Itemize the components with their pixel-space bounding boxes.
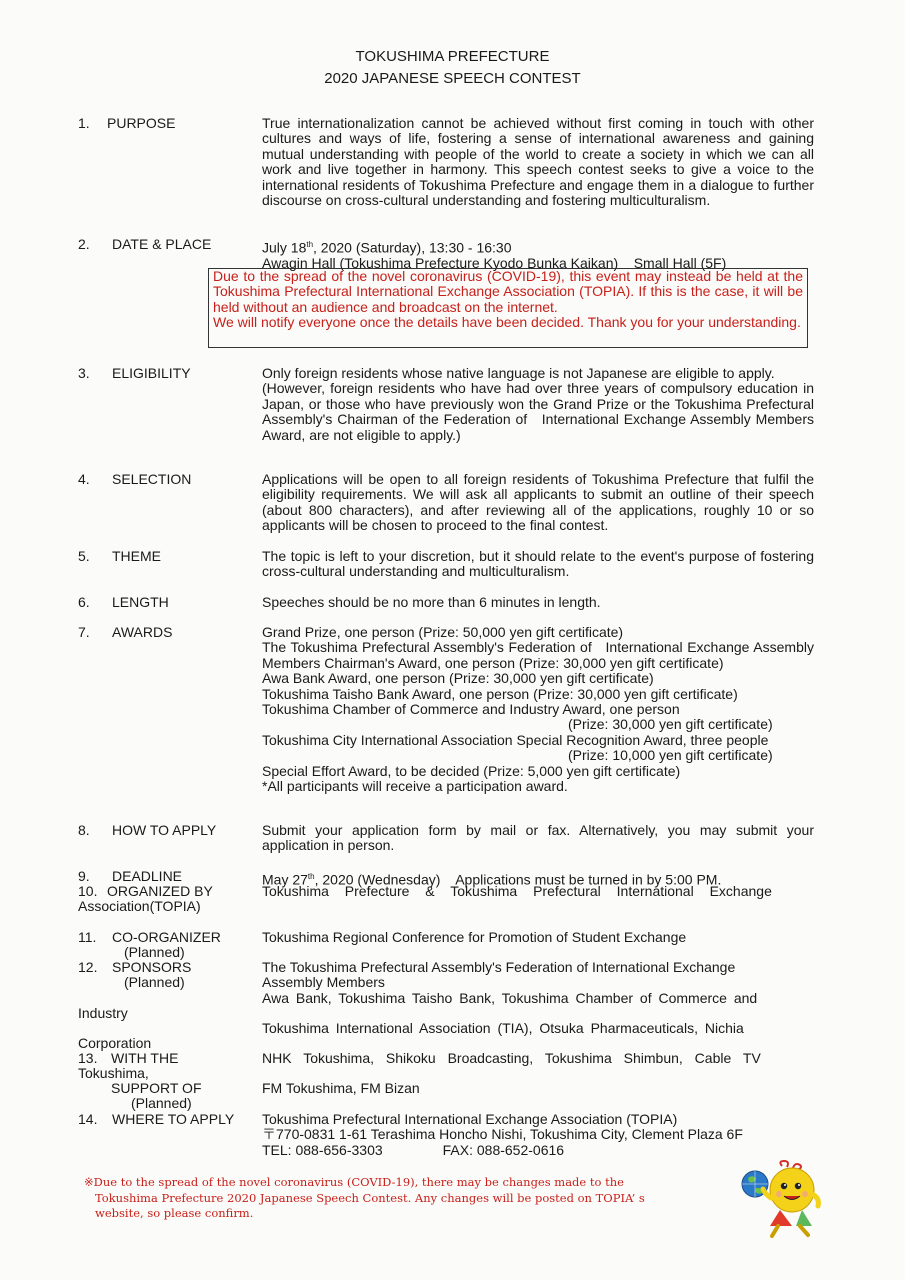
title-line-1: TOKUSHIMA PREFECTURE (355, 48, 550, 65)
section-label: ELIGIBILITY (112, 365, 191, 381)
deadline-text: May 27th, 2020 (Wednesday) Applications must be turned in by 5:00 PM. (262, 871, 722, 888)
section-label: WITH THE (111, 1050, 179, 1066)
section-number: 1. (78, 115, 90, 131)
apply-organization: Tokushima Prefectural International Exchange Association (TOPIA) (262, 1111, 678, 1127)
section-label: ORGANIZED BY (107, 883, 213, 899)
section-label: PURPOSE (107, 115, 176, 131)
theme-text: The topic is left to your discretion, but it should relate to the event's purpose of fostering cross-cultural understanding and multiculturalism. (262, 548, 814, 580)
sponsors-continuation-1: Industry (78, 1005, 128, 1021)
award-city: Tokushima City International Association Special Recognition Award, three people (262, 731, 769, 748)
section-label: SELECTION (112, 471, 192, 487)
title-line-2: 2020 JAPANESE SPEECH CONTEST (324, 70, 581, 87)
event-date: July 18th, 2020 (Saturday), 13:30 - 16:30 (262, 239, 512, 256)
support-planned: (Planned) (131, 1095, 192, 1111)
apply-tel: TEL: 088-656-3303 (262, 1141, 383, 1158)
support-line-2: FM Tokushima, FM Bizan (262, 1080, 420, 1096)
section-number: 5. (78, 548, 90, 564)
support-continuation: Tokushima, (78, 1065, 149, 1081)
eligibility-exception: (However, foreign residents who have had over three years of compulsory education in Japan, or those who have previously won the Grand Prize or the Tokushima Prefectural Assembly's Chairman of the Federation of International Exchange Assembly Members Award, are not eligible to apply.) (262, 380, 814, 443)
section-label: WHERE TO APPLY (112, 1111, 235, 1127)
eligibility-text: Only foreign residents whose native language is not Japanese are eligible to apply. (262, 365, 775, 381)
co-organizer-text: Tokushima Regional Conference for Promotion of Student Exchange (262, 929, 687, 945)
covid-notice-box (208, 268, 808, 348)
award-participation-note: *All participants will receive a participation award. (262, 778, 568, 795)
organized-by-text: Tokushima Prefecture & Tokushima Prefectural International Exchange (262, 883, 772, 899)
award-city-prize: (Prize: 10,000 yen gift certificate) (568, 747, 773, 764)
covid-notice-text-2: We will notify everyone once the details have been decided. Thank you for your understanding. (213, 314, 801, 331)
section-number: 2. (78, 236, 90, 252)
section-label: HOW TO APPLY (112, 822, 217, 838)
section-number: 14. (78, 1111, 98, 1127)
section-label: SPONSORS (112, 959, 192, 975)
footer-note-line-3: website, so please confirm. (95, 1206, 254, 1220)
co-organizer-planned: (Planned) (124, 944, 185, 960)
award-taisho-bank: Tokushima Taisho Bank Award, one person (Prize: 30,000 yen gift certificate) (262, 685, 738, 702)
purpose-text: True internationalization cannot be achieved without first coming in touch with other cultures and ways of life, fostering a sense of international awareness and gaining mutual understanding with people of the world to create a society in which we can all work and live together in harmony. This speech contest seeks to give a voice to the international residents of Tokushima Prefecture and engage them in a dialogue to further discourse on cross-cultural understanding and fostering multiculturalism. (262, 115, 814, 209)
footer-covid-note (84, 1175, 724, 1222)
length-text: Speeches should be no more than 6 minutes in length. (262, 594, 601, 610)
section-number: 10. (78, 883, 98, 899)
apply-fax: FAX: 088-652-0616 (442, 1141, 565, 1158)
section-label: DEADLINE (112, 868, 183, 884)
section-number: 8. (78, 822, 90, 838)
award-grand-prize: Grand Prize, one person (Prize: 50,000 yen gift certificate) (262, 624, 624, 640)
award-awa-bank: Awa Bank Award, one person (Prize: 30,000 yen gift certificate) (262, 670, 654, 687)
apply-contact (262, 1143, 814, 1158)
section-number: 4. (78, 471, 90, 487)
award-chamber-prize: (Prize: 30,000 yen gift certificate) (568, 716, 773, 733)
section-number: 13. (78, 1050, 98, 1066)
event-place: Awagin Hall (Tokushima Prefecture Kyodo Bunka Kaikan) Small Hall (5F) (262, 255, 727, 272)
sponsors-planned: (Planned) (124, 974, 185, 990)
section-label: DATE & PLACE (112, 236, 212, 252)
section-label: CO-ORGANIZER (112, 929, 221, 945)
award-special-effort: Special Effort Award, to be decided (Prize: 5,000 yen gift certificate) (262, 762, 681, 779)
footer-note-line-1: ※Due to the spread of the novel coronavirus (COVID-19), there may be changes made to the (84, 1175, 624, 1189)
section-label-2: SUPPORT OF (111, 1080, 202, 1096)
section-label: LENGTH (112, 594, 169, 610)
sponsors-line-2: Assembly Members (262, 974, 385, 991)
section-number: 11. (78, 929, 97, 945)
award-chamber: Tokushima Chamber of Commerce and Industry Award, one person (262, 701, 680, 718)
section-number: 9. (78, 868, 90, 884)
sponsors-line-3: Awa Bank, Tokushima Taisho Bank, Tokushima Chamber of Commerce and (262, 989, 758, 1006)
sponsors-continuation-2: Corporation (78, 1035, 152, 1051)
support-line-1: NHK Tokushima, Shikoku Broadcasting, Tokushima Shimbun, Cable TV (262, 1050, 761, 1066)
footer-note-line-2: Tokushima Prefecture 2020 Japanese Speech Contest. Any changes will be posted on TOPIA’ s (95, 1190, 645, 1205)
covid-notice-text: Due to the spread of the novel coronavirus (COVID-19), this event may instead be held at the Tokushima Prefectural International Exchange Association (TOPIA). If this is the case, it will be held without an audience and broadcast on the internet. (213, 268, 803, 315)
award-chairman: The Tokushima Prefectural Assembly's Federation of International Exchange Assembly Members Chairman's Award, one person (Prize: 30,000 yen gift certificate) (262, 639, 814, 671)
sponsors-line-4: Tokushima International Association (TIA), Otsuka Pharmaceuticals, Nichia (262, 1020, 744, 1036)
sponsors-line-1: The Tokushima Prefectural Assembly's Federation of International Exchange (262, 959, 736, 975)
how-to-apply-text: Submit your application form by mail or fax. Alternatively, you may submit your application in person. (262, 822, 814, 854)
section-number: 12. (78, 959, 98, 975)
section-number: 7. (78, 624, 90, 640)
section-number: 3. (78, 365, 90, 381)
section-label: THEME (112, 548, 161, 564)
mascot-icon (738, 1160, 822, 1240)
apply-address: 〒770-0831 1-61 Terashima Honcho Nishi, Tokushima City, Clement Plaza 6F (262, 1126, 743, 1143)
selection-text: Applications will be open to all foreign residents of Tokushima Prefecture that fulfil the eligibility requirements. We will ask all applicants to submit an outline of their speech (about 800 characters), and after reviewing all of the applications, roughly 10 or so applicants will be chosen to proceed to the final contest. (262, 471, 814, 534)
organized-by-continuation: Association(TOPIA) (78, 898, 201, 914)
section-label: AWARDS (112, 624, 173, 640)
section-number: 6. (78, 594, 90, 610)
